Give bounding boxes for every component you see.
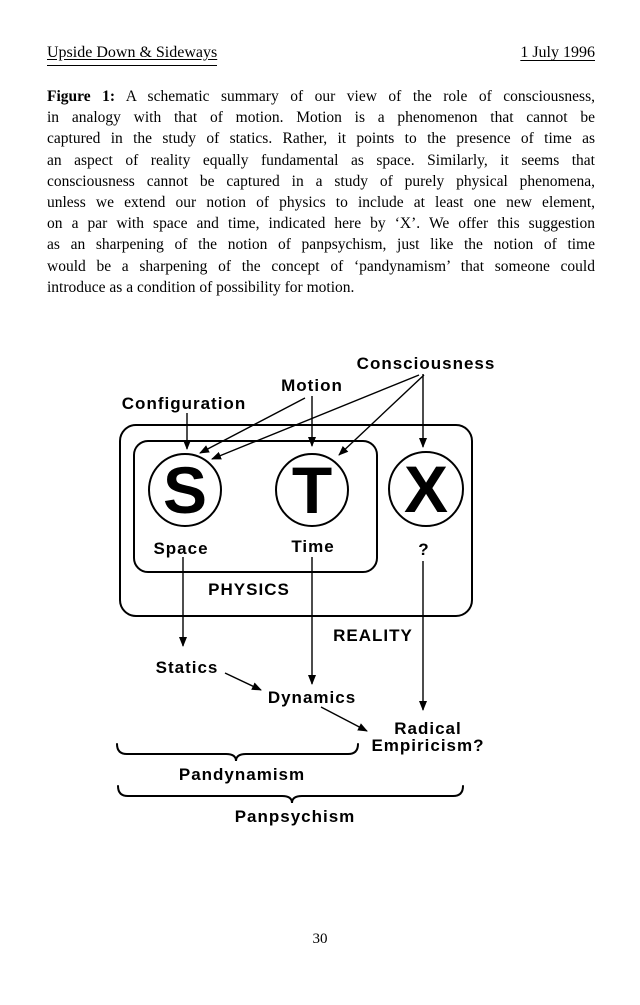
caption-line: [47, 86, 595, 107]
panpsychism-brace: [118, 786, 463, 803]
running-header: [47, 44, 595, 66]
label-panpsychism: Panpsychism: [234, 807, 356, 826]
letter-s: S: [162, 453, 208, 527]
arrow-consciousness-to-time: [339, 375, 424, 455]
label-motion: Motion: [281, 376, 343, 395]
label-question-mark: ?: [418, 540, 430, 559]
page-number: 30: [312, 931, 328, 947]
pandynamism-brace: [117, 744, 358, 761]
caption-line: on a par with space and time, indicated here by ‘X’. We offer this suggestion: [47, 215, 595, 233]
caption-line: in analogy with that of motion. Motion is a phenomenon that cannot be: [47, 109, 595, 127]
caption-line: would be a sharpening of the concept of ‘pandynamism’ that someone could: [47, 257, 595, 275]
label-configuration: Configuration: [121, 394, 247, 413]
figure-caption: [47, 86, 595, 298]
caption-line: captured in the study of statics. Rather, it points to the presence of time as: [47, 130, 595, 148]
label-consciousness: Consciousness: [356, 354, 496, 373]
letter-x: X: [403, 452, 449, 526]
label-radical: Radical: [394, 719, 462, 738]
label-dynamics: Dynamics: [267, 688, 357, 707]
figure-label: Figure 1:: [47, 88, 116, 105]
label-time: Time: [291, 537, 335, 556]
label-physics: PHYSICS: [208, 580, 290, 599]
caption-line: consciousness cannot be captured in a study of purely physical phenomena,: [47, 172, 595, 190]
caption-line: unless we extend our notion of physics to include at least one new element,: [47, 194, 595, 212]
caption-text: A schematic summary of our view of the role of consciousness,: [125, 88, 595, 105]
label-statics: Statics: [155, 658, 219, 677]
letter-t: T: [291, 453, 333, 527]
label-pandynamism: Pandynamism: [178, 765, 306, 784]
arrow-dynamics-to-radical-empiricism: [321, 707, 367, 731]
label-reality: REALITY: [333, 626, 413, 645]
caption-line: introduce as a condition of possibility for motion.: [47, 278, 355, 296]
caption-line: an aspect of reality equally fundamental as space. Similarly, it seems that: [47, 151, 595, 169]
running-head-date: 1 July 1996: [520, 44, 595, 61]
label-space: Space: [153, 539, 209, 558]
running-head-title: Upside Down & Sideways: [47, 44, 217, 66]
caption-line: as an sharpening of the notion of panpsychism, just like the notion of time: [47, 236, 595, 254]
arrow-statics-to-dynamics: [225, 673, 261, 690]
label-empiricism: Empiricism?: [371, 736, 485, 755]
figure-diagram: [0, 343, 640, 843]
